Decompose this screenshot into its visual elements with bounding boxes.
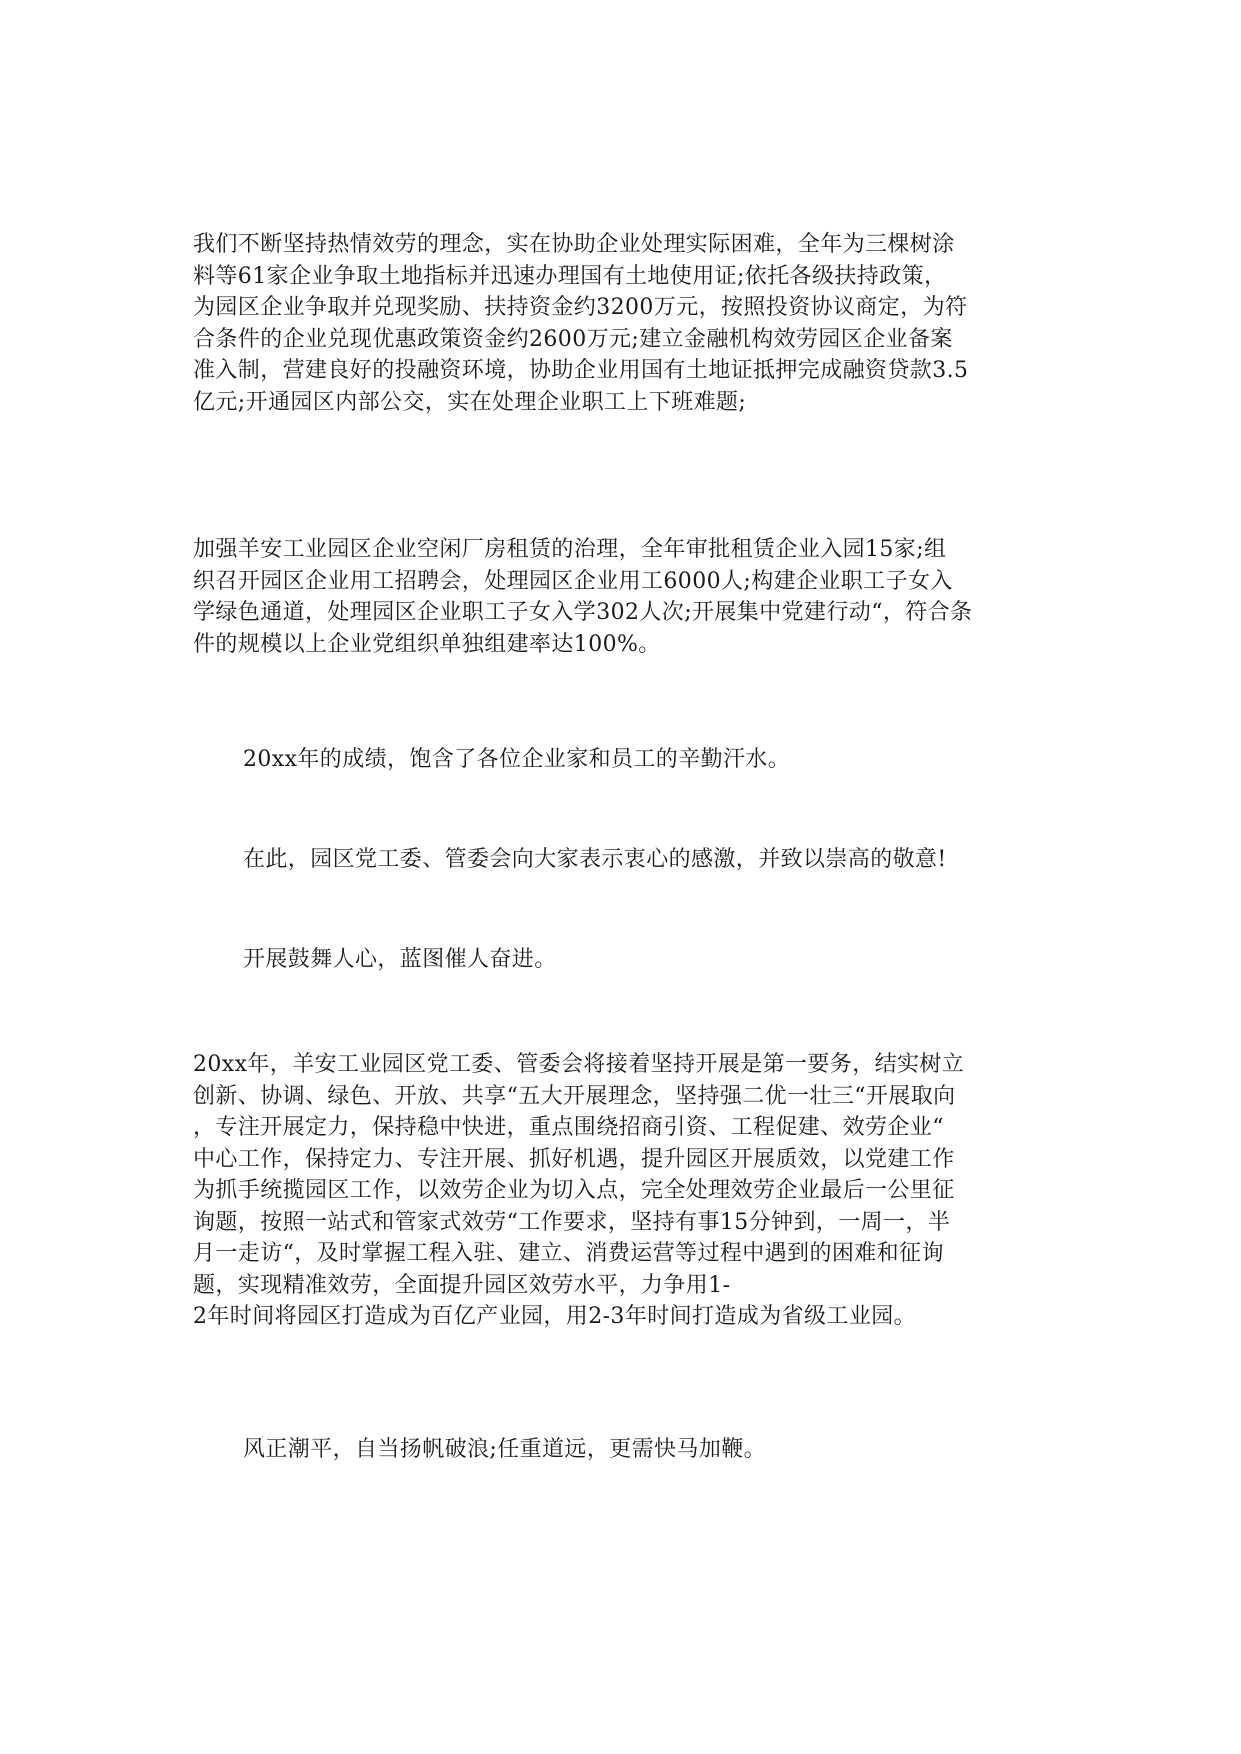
text-line: 学绿色通道，处理园区企业职工子女入学302人次;开展集中党建行动“，符合条 — [193, 600, 973, 625]
paragraph-3 — [193, 744, 1100, 776]
text-line: 创新、协调、绿色、开放、共享“五大开展理念，坚持强二优一壮三“开展取向 — [193, 1083, 956, 1109]
text-line: 件的规模以上企业党组织单独组建率达100%。 — [193, 631, 661, 657]
text-line: 开展鼓舞人心，蓝图催人奋进。 — [243, 947, 557, 972]
paragraph-1 — [193, 229, 1050, 418]
text-line: 织召开园区企业用工招聘会，处理园区企业用工6000人;构建企业职工子女入 — [193, 568, 953, 594]
text-line: 亿元;开通园区内部公交，实在处理企业职工上下班难题; — [193, 389, 747, 415]
paragraph-5 — [193, 944, 1100, 976]
text-line: 加强羊安工业园区企业空闲厂房租赁的治理，全年审批租赁企业入园15家;组 — [193, 537, 947, 562]
paragraph-2 — [193, 534, 1050, 660]
text-line: 为园区企业争取并兑现奖励、扶持资金约3200万元，按照投资协议商定，为符 — [193, 295, 968, 320]
text-line: ，专注开展定力，保持稳中快进，重点围绕招商引资、工程促建、效劳企业“ — [193, 1115, 944, 1140]
paragraph-7 — [193, 1434, 1100, 1466]
text-line: 题，实现精准效劳，全面提升园区效劳水平，力争用1- — [193, 1272, 731, 1298]
text-line: 料等61家企业争取土地指标并迅速办理国有土地使用证;依托各级扶持政策， — [193, 263, 947, 289]
text-line: 2年时间将园区打造成为百亿产业园，用2-3年时间打造成为省级工业园。 — [193, 1304, 917, 1329]
text-line: 中心工作，保持定力、专注开展、抓好机遇，提升园区开展质效，以党建工作 — [193, 1146, 955, 1172]
text-line: 为抓手统揽园区工作，以效劳企业为切入点，完全处理效劳企业最后一公里征 — [193, 1178, 955, 1203]
text-line: 我们不断坚持热情效劳的理念，实在协助企业处理实际困难，全年为三棵树涂 — [193, 232, 955, 257]
paragraph-6 — [193, 1049, 1050, 1333]
text-line: 风正潮平，自当扬帆破浪;任重道远，更需快马加鞭。 — [243, 1437, 767, 1462]
text-line: 20xx年，羊安工业园区党工委、管委会将接着坚持开展是第一要务，结实树立 — [193, 1052, 965, 1077]
paragraph-4 — [193, 844, 1100, 876]
text-line: 准入制，营建良好的投融资环境，协助企业用国有土地证抵押完成融资贷款3.5 — [193, 358, 969, 383]
text-line: 20xx年的成绩，饱含了各位企业家和员工的辛勤汗水。 — [243, 747, 791, 772]
text-line: 在此，园区党工委、管委会向大家表示衷心的感激，并致以崇高的敬意! — [243, 847, 947, 872]
text-line: 月一走访“，及时掌握工程入驻、建立、消费运营等过程中遇到的困难和征询 — [193, 1241, 944, 1266]
text-line: 合条件的企业兑现优惠政策资金约2600万元;建立金融机构效劳园区企业备案 — [193, 326, 953, 352]
text-line: 询题，按照一站式和管家式效劳“工作要求，坚持有事15分钟到，一周一，半 — [193, 1209, 951, 1235]
